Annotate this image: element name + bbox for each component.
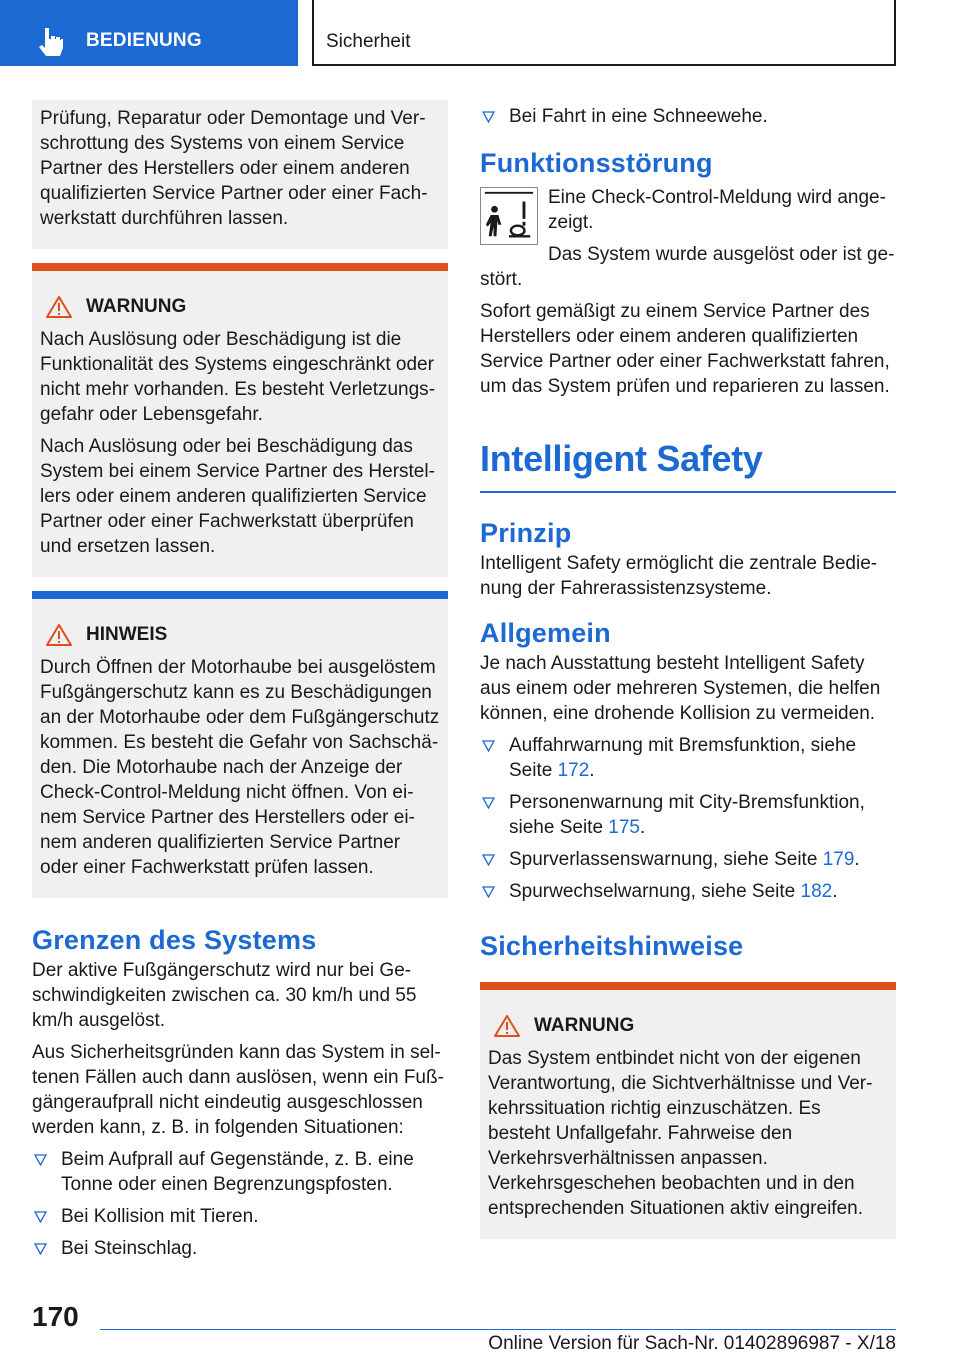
warning-title: WARNUNG xyxy=(534,1015,635,1036)
limits-list-continued xyxy=(480,104,896,129)
triangle-bullet-icon xyxy=(482,797,495,809)
limits-paragraph: Der aktive Fußgängerschutz wird nur bei Geschwindigkeiten zwischen ca. 30 km/h und 55 km/h ausgelöst. xyxy=(32,960,417,1031)
page-link[interactable]: 182 xyxy=(800,881,833,902)
left-column xyxy=(32,100,448,1268)
fault-paragraph: Sofort gemäßigt zu einem Service Partner des Herstellers oder einem anderen qualifizierten Service Partner oder einer Fachwerkstatt fahren, um das System prüfen und reparieren zu lassen. xyxy=(480,301,890,397)
principle-heading: Prinzip xyxy=(480,518,572,548)
pedestrian-protection-warning-icon xyxy=(480,187,538,245)
right-column xyxy=(480,104,896,1239)
title-rule xyxy=(480,491,896,493)
section-title: Sicherheit xyxy=(326,31,411,52)
hint-box xyxy=(32,591,448,898)
warning-title: WARNUNG xyxy=(86,296,187,317)
triangle-bullet-icon xyxy=(482,111,495,123)
fault-paragraph: Das System wurde ausgelöst oder ist gestört. xyxy=(480,244,895,290)
safety-notes-heading: Sicherheitshinweise xyxy=(480,931,744,961)
page-number: 170 xyxy=(32,1301,79,1332)
hint-title-row xyxy=(40,623,440,647)
list-item: Auffahrwarnung mit Bremsfunktion, siehe Seite 172. xyxy=(480,733,896,783)
intro-box xyxy=(32,100,448,249)
warning-paragraph: Nach Auslösung oder bei Beschädigung das System bei einem Service Partner des Herstellers oder einem anderen qualifizierten Service Partner oder einer Fachwerkstatt überprüfen und ersetzen lassen. xyxy=(40,436,435,557)
warning-triangle-icon xyxy=(46,296,72,318)
chapter-label: BEDIENUNG xyxy=(86,30,202,51)
hint-paragraph: Durch Öffnen der Motorhaube bei ausgelöstem Fußgängerschutz kann es zu Beschädigungen an der Motorhaube oder dem Fußgängerschutz kommen. Es besteht die Gefahr von Sachschäden. Die Motorhaube nach der Anzeige der Check-Control-Meldung nicht öffnen. Von einem Service Partner des Herstellers oder einem anderen qualifizierten Service Partner oder einer Fachwerkstatt prüfen lassen. xyxy=(40,657,440,878)
safety-warning-box xyxy=(480,982,896,1239)
warning-triangle-icon xyxy=(494,1015,520,1037)
triangle-bullet-icon xyxy=(482,854,495,866)
page-link[interactable]: 175 xyxy=(608,817,640,838)
page-link[interactable]: 172 xyxy=(557,760,590,781)
general-heading: Allgemein xyxy=(480,618,611,648)
limits-paragraph: Aus Sicherheitsgründen kann das System in seltenen Fällen auch dann auslösen, wenn ein Fußgängeraufprall nicht eindeutig ausgeschlossen werden kann, z. B. in folgenden Situationen: xyxy=(32,1042,444,1138)
chapter-tab xyxy=(0,0,298,66)
list-item: Bei Fahrt in eine Schneewehe. xyxy=(480,104,896,129)
triangle-bullet-icon xyxy=(482,886,495,898)
limits-list xyxy=(32,1147,448,1261)
list-item: Spurwechselwarnung, siehe Seite 182. xyxy=(480,879,896,904)
page-title: Intelligent Safety xyxy=(480,438,763,479)
list-item: Beim Aufprall auf Gegenstände, z. B. eine Tonne oder einen Begrenzungspfosten. xyxy=(32,1147,448,1197)
systems-list xyxy=(480,733,896,904)
list-item: Spurverlassenswarnung, siehe Seite 179. xyxy=(480,847,896,872)
limits-heading: Grenzen des Systems xyxy=(32,925,317,955)
intro-text: Prüfung, Reparatur oder Demontage und Verschrottung des Systems von einem Service Partner des Herstellers oder einem anderen qualifizierten Service Partner oder einer Fachwerkstatt durchführen lassen. xyxy=(40,108,428,229)
page-link[interactable]: 179 xyxy=(822,849,855,870)
triangle-bullet-icon xyxy=(34,1211,47,1223)
triangle-bullet-icon xyxy=(482,740,495,752)
warning-paragraph: Das System entbindet nicht von der eigenen Verantwortung, die Sichtverhältnisse und Verkehrssituation richtig einzuschätzen. Es besteht Unfallgefahr. Fahrweise den Verkehrsverhältnissen anpassen. Verkehrsgeschehen beobachten und in den entsprechenden Situationen aktiv eingreifen. xyxy=(488,1048,873,1219)
hint-title: HINWEIS xyxy=(86,624,168,645)
list-item: Bei Steinschlag. xyxy=(32,1236,448,1261)
hand-pointer-icon xyxy=(38,26,64,56)
principle-text: Intelligent Safety ermöglicht die zentrale Bedienung der Fahrerassistenzsysteme. xyxy=(480,553,878,599)
warning-paragraph: Nach Auslösung oder Beschädigung ist die Funktionalität des Systems eingeschränkt oder nicht mehr vorhanden. Es besteht Verletzungsgefahr oder Lebensgefahr. xyxy=(40,329,436,425)
list-item: Personenwarnung mit City-Bremsfunktion, siehe Seite 175. xyxy=(480,790,896,840)
list-item: Bei Kollision mit Tieren. xyxy=(32,1204,448,1229)
warning-box xyxy=(32,263,448,577)
triangle-bullet-icon xyxy=(34,1154,47,1166)
triangle-bullet-icon xyxy=(34,1243,47,1255)
warning-title-row xyxy=(488,1014,888,1038)
warning-triangle-icon xyxy=(46,624,72,646)
general-text: Je nach Ausstattung besteht Intelligent Safety aus einem oder mehreren Systemen, die helfen können, eine drohende Kollision zu vermeiden. xyxy=(480,653,881,724)
fault-paragraph: Eine Check-Control-Meldung wird angezeigt. xyxy=(548,187,886,233)
intelligent-safety-section xyxy=(480,437,896,493)
fault-heading: Funktionsstörung xyxy=(480,148,713,178)
footer-rule xyxy=(100,1329,896,1330)
online-version-note: Online Version für Sach-Nr. 01402896987 - X/18 xyxy=(488,1333,896,1354)
warning-title-row xyxy=(40,295,440,319)
fault-block xyxy=(480,185,896,399)
